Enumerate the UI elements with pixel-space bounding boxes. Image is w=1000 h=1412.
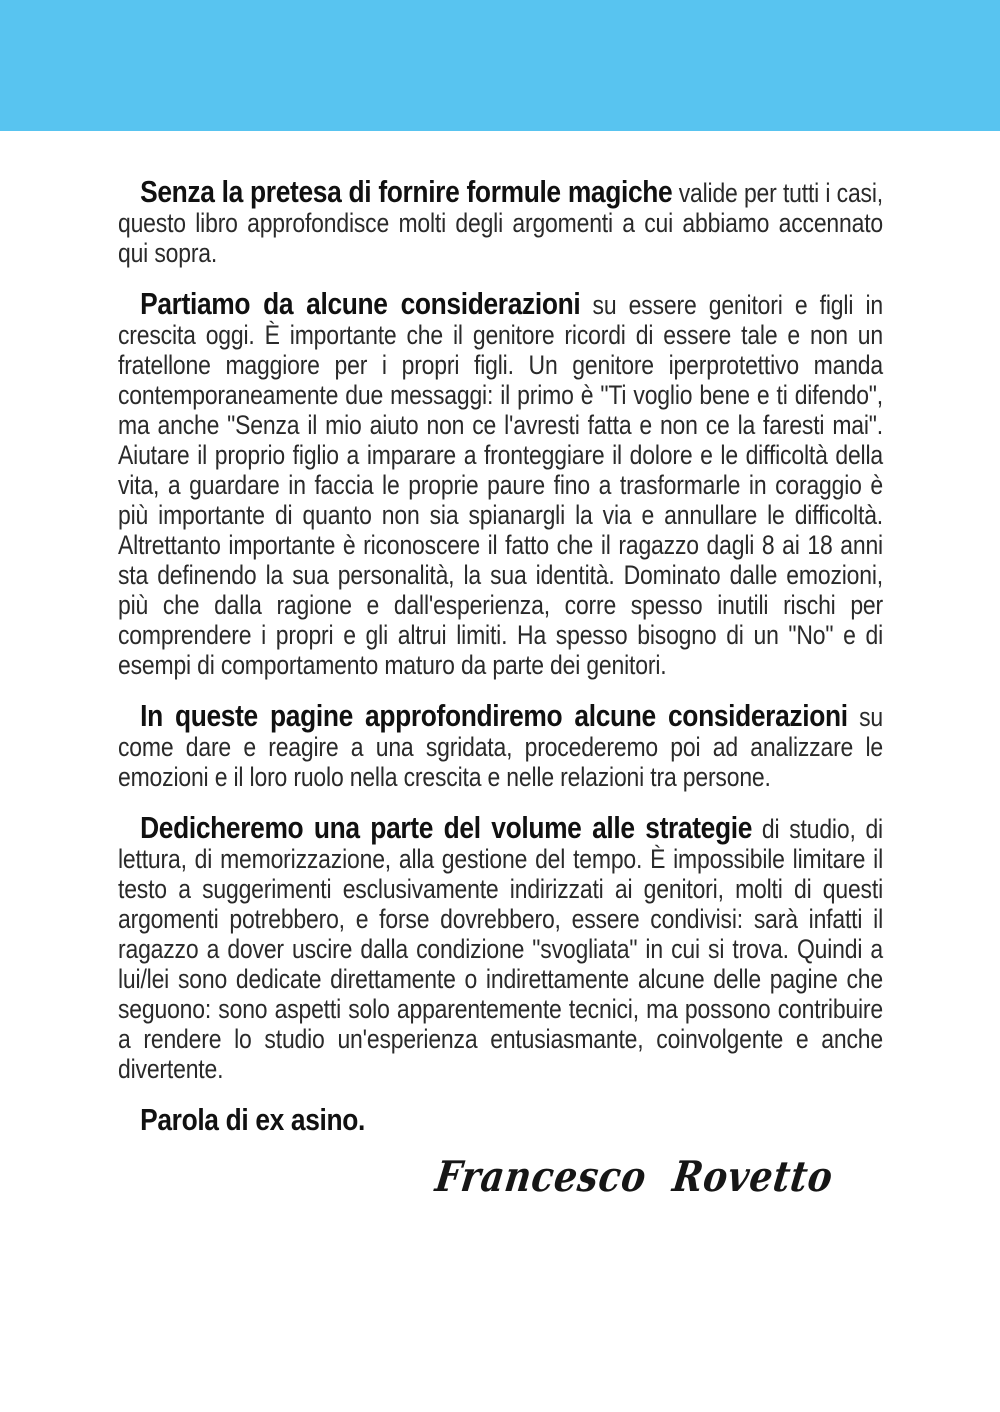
paragraph: [118, 286, 883, 680]
author-signature: [118, 1152, 883, 1202]
closing-line: [118, 1102, 883, 1137]
top-color-band: [0, 0, 1000, 131]
paragraph: [118, 810, 883, 1084]
paragraph-lead: Dedicheremo una parte del volume alle strategie: [140, 810, 753, 845]
paragraph: [118, 174, 883, 268]
paragraph-lead: Partiamo da alcune considerazioni: [140, 286, 581, 321]
paragraph-lead: Parola di ex asino.: [140, 1102, 366, 1137]
paragraph: [118, 698, 883, 792]
paragraph-body: valide per tutti i casi, questo libro approfondisce molti degli argomenti a cui abbiamo accennato qui sopra.: [118, 178, 883, 268]
paragraph-body: su come dare e reagire a una sgridata, procederemo poi ad analizzare le emozioni e il loro ruolo nella crescita e nelle relazioni tra persone.: [118, 702, 883, 792]
paragraph-lead: Senza la pretesa di fornire formule magiche: [140, 174, 673, 209]
signature-text: Francesco Rovetto: [432, 1152, 837, 1201]
paragraph-body: su essere genitori e figli in crescita oggi. È importante che il genitore ricordi di essere tale e non un fratellone maggiore per i propri figli. Un genitore iperprotettivo manda contemporaneamente due messaggi: il primo è "Ti voglio bene e ti difendo", ma anche "Senza il mio aiuto non ce l'avresti fatta e non ce la faresti mai". Aiutare il proprio figlio a imparare a fronteggiare il dolore e le difficoltà della vita, a guardare in faccia le proprie paure fino a trasformarle in coraggio è più importante di quanto non sia spianargli la via e annullare le difficoltà. Altrettanto importante è riconoscere il fatto che il ragazzo dagli 8 ai 18 anni sta definendo la sua personalità, la sua identità. Dominato dalle emozioni, più che dalla ragione e dall'esperienza, corre spesso inutili rischi per comprendere i propri e gli altrui limiti. Ha spesso bisogno di un "No" e di esempi di comportamento maturo da parte dei genitori.: [118, 290, 883, 680]
text-column: [118, 174, 883, 1202]
paragraph-lead: In queste pagine approfondiremo alcune considerazioni: [140, 698, 848, 733]
paragraph-body: di studio, di lettura, di memorizzazione, alla gestione del tempo. È impossibile limitare il testo a suggerimenti esclusivamente indirizzati ai genitori, molti di questi argomenti potrebbero, e forse dovrebbero, essere condivisi: sarà infatti il ragazzo a dover uscire dalla condizione "svogliata" in cui si trova. Quindi a lui/lei sono dedicate direttamente o indirettamente alcune delle pagine che seguono: sono aspetti solo apparentemente tecnici, ma possono contribuire a rendere lo studio un'esperienza entusiasmante, coinvolgente e anche divertente.: [118, 814, 883, 1084]
